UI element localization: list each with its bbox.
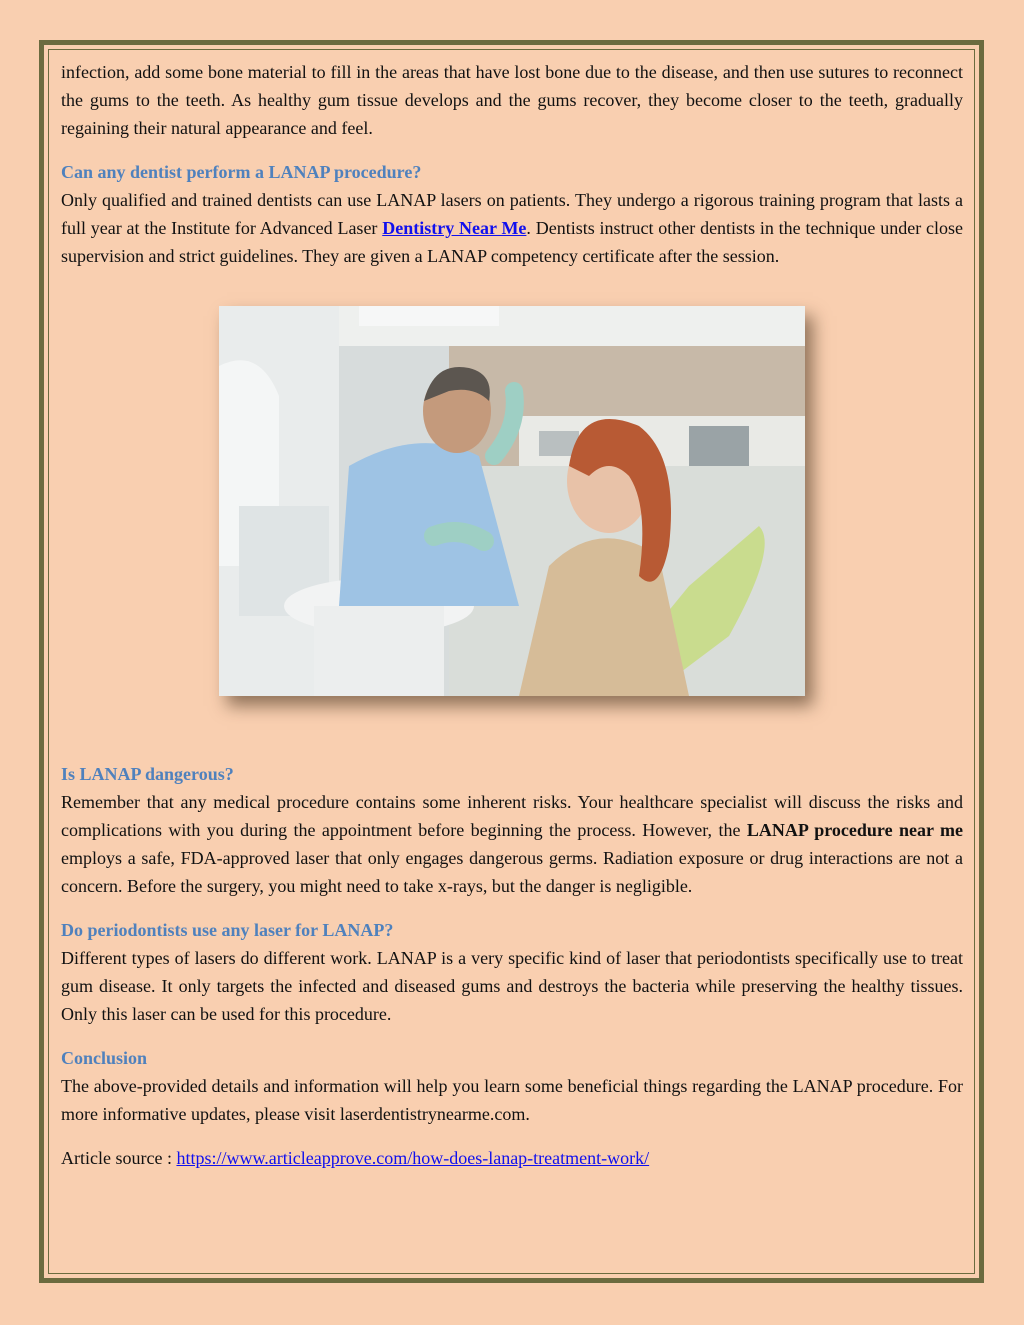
bold-phrase: LANAP procedure near me: [746, 820, 964, 840]
intro-block: [61, 58, 963, 142]
article-body: [61, 58, 963, 1188]
source-line: [61, 1144, 963, 1172]
section-heading: Do periodontists use any laser for LANAP?: [61, 920, 394, 940]
section-paragraph: Different types of lasers do different work. LANAP is a very specific kind of laser that periodontists specifically use to treat gum disease. It only targets the infected and diseased gums and destroys the bacteria while preserving the healthy tissues. Only this laser can be used for this procedure.: [61, 948, 963, 1024]
section-conclusion: [61, 1044, 963, 1128]
source-label: Article source :: [61, 1148, 177, 1168]
paragraph-text: Remember that any medical procedure contains some inherent risks. Your healthcare specialist will discuss the risks and complications with you during the appointment before beginning the process. However, the: [61, 792, 963, 840]
dentist-photo-wrapper: [219, 306, 805, 696]
section-paragraph: [61, 788, 963, 900]
dentist-patient-photo: [219, 306, 805, 696]
article-source-link[interactable]: https://www.articleapprove.com/how-does-lanap-treatment-work/: [176, 1148, 650, 1168]
section-dentist-qualification: [61, 158, 963, 270]
section-heading: Conclusion: [61, 1048, 148, 1068]
paragraph-text: Only qualified and trained dentists can use LANAP lasers on patients. They undergo a rigorous training program that lasts a full year at the Institute for Advanced Laser: [61, 190, 963, 238]
dentistry-near-me-link[interactable]: Dentistry Near Me: [382, 218, 527, 238]
photo-illustration: [219, 306, 805, 696]
section-paragraph: The above-provided details and information will help you learn some beneficial things regarding the LANAP procedure. For more informative updates, please visit laserdentistrynearme.com.: [61, 1076, 963, 1124]
section-heading: Is LANAP dangerous?: [61, 764, 234, 784]
section-heading: Can any dentist perform a LANAP procedure?: [61, 162, 422, 182]
section-safety: [61, 760, 963, 900]
intro-paragraph: infection, add some bone material to fill in the areas that have lost bone due to the disease, and then use sutures to reconnect the gums to the teeth. As healthy gum tissue develops and the gums recover, they become closer to the teeth, gradually regaining their natural appearance and feel.: [61, 62, 963, 138]
section-paragraph: [61, 186, 963, 270]
section-periodontists-laser: [61, 916, 963, 1028]
paragraph-text: employs a safe, FDA-approved laser that only engages dangerous germs. Radiation exposure or drug interactions are not a concern. Before the surgery, you might need to take x-rays, but the danger is negligible.: [61, 848, 963, 896]
paragraph-text: . Dentists instruct other dentists in the technique under close supervision and strict guidelines. They are given a LANAP competency certificate after the session.: [61, 218, 963, 266]
article-source: [61, 1144, 963, 1172]
